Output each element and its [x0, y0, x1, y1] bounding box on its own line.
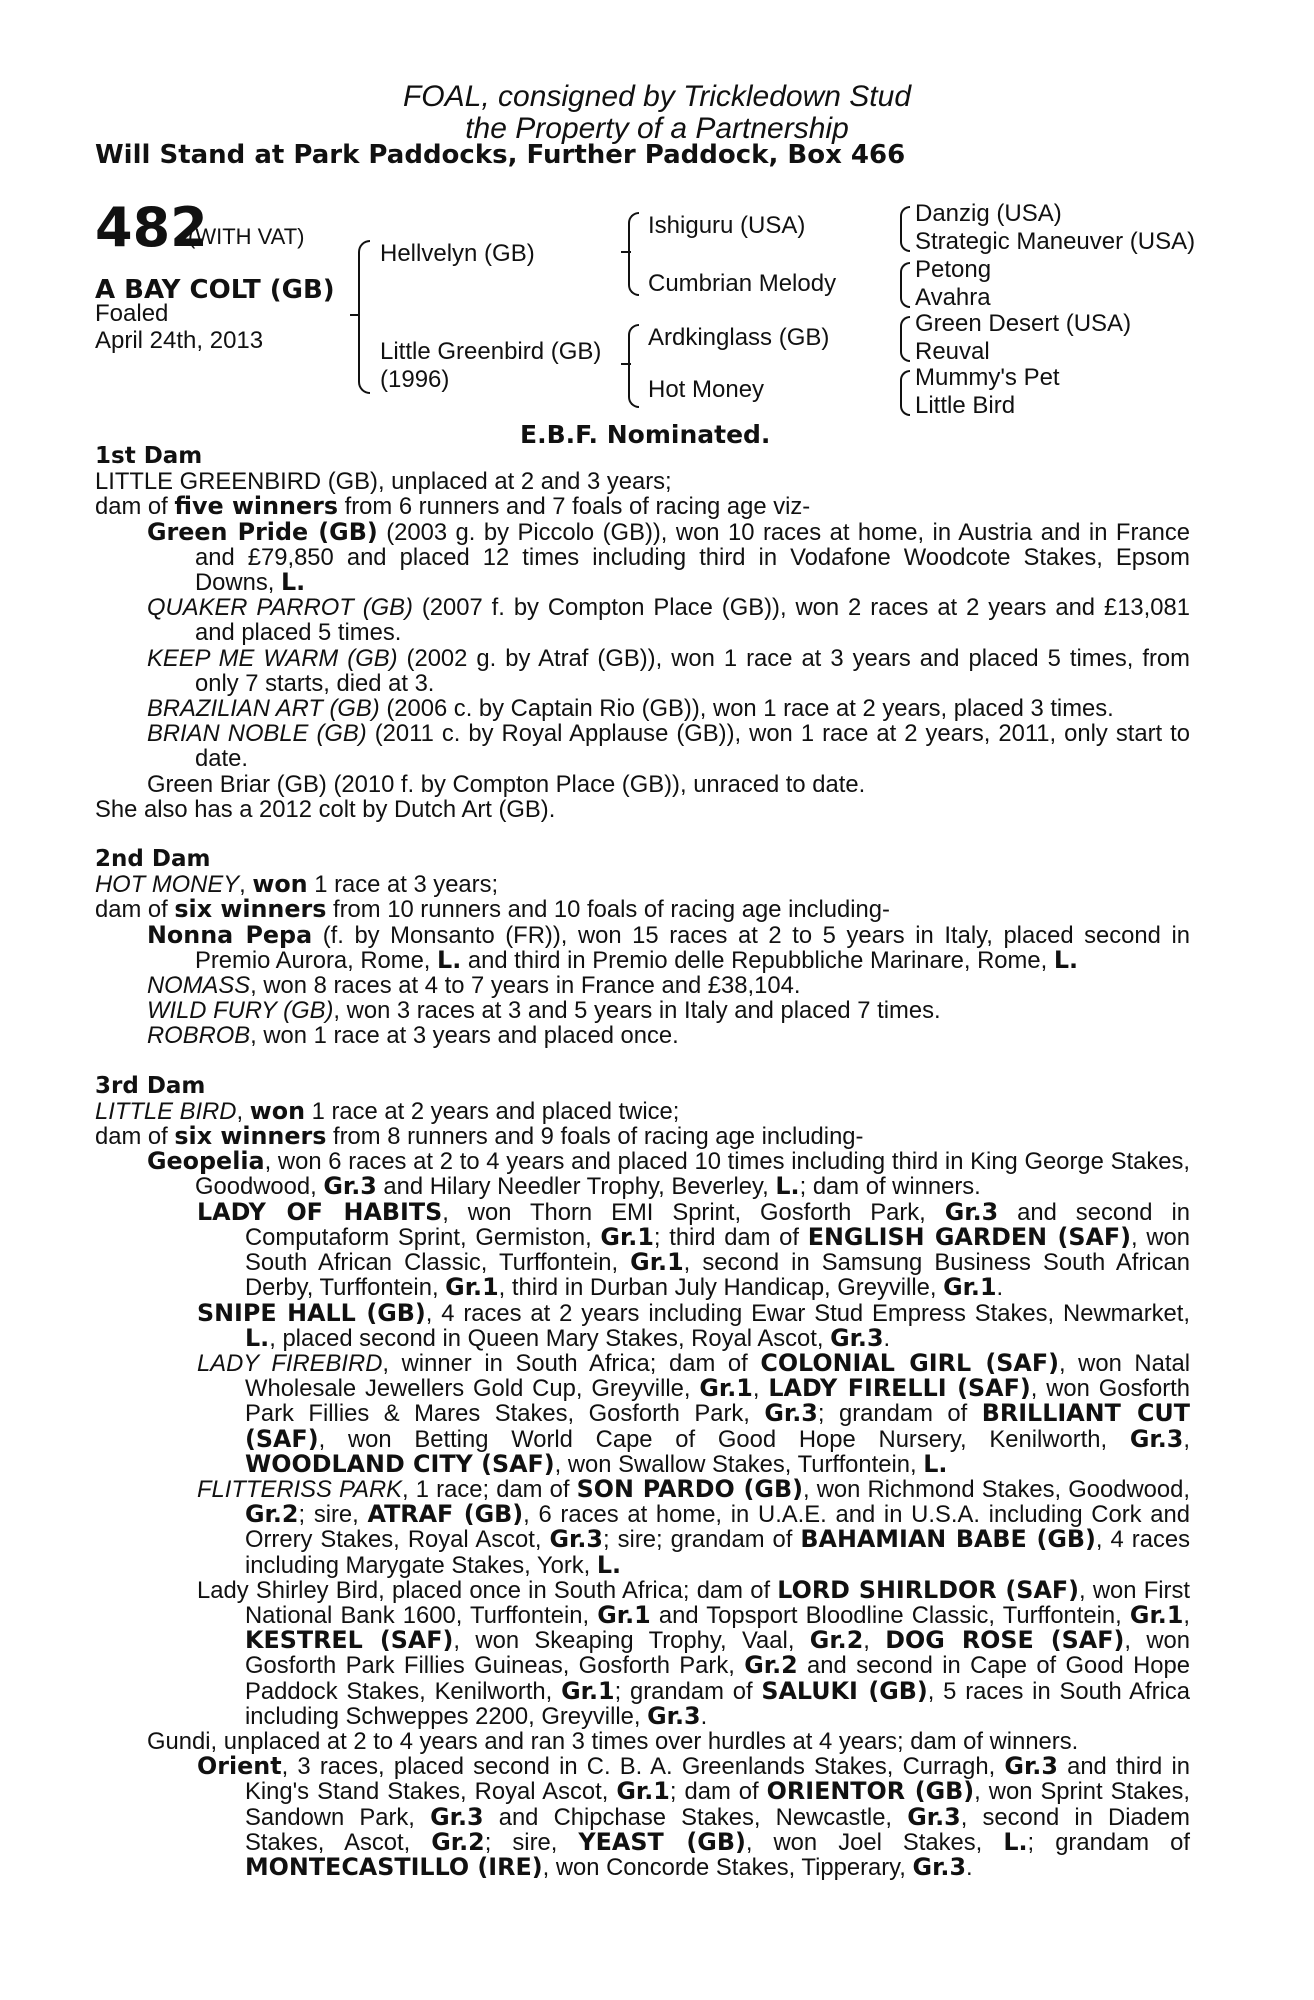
brace-root [358, 240, 370, 394]
text-run: , won First National Bank 1600, Turffontein, [245, 1576, 1190, 1629]
produce-entry [95, 998, 1190, 1023]
produce-entry [95, 595, 1190, 645]
produce-entry [95, 646, 1190, 696]
third-dam-summary [95, 1124, 1190, 1149]
text-run: 1 race at 3 years; [307, 871, 499, 899]
ped-sire-dam: Cumbrian Melody [648, 270, 837, 297]
text-run: , won Richmond Stakes, Goodwood, [802, 1475, 1190, 1503]
italic-run: BRAZILIAN ART (GB) [147, 695, 380, 723]
italic-run: LADY FIREBIRD [197, 1349, 383, 1377]
produce-entry [95, 973, 1190, 998]
second-dam-heading: 2nd Dam [95, 846, 211, 873]
produce-entry [95, 1575, 1191, 1730]
bold-run: MONTECASTILLO (IRE) [245, 1852, 543, 1881]
text-run: ; dam of [669, 1778, 767, 1806]
italic-run: NOMASS [147, 972, 251, 1000]
bold-run: LADY OF HABITS [197, 1197, 443, 1226]
italic-run: HOT MONEY [95, 871, 240, 899]
text-run: and Chipchase Stakes, Newcastle, [483, 1803, 908, 1831]
bold-run: ORIENTOR (GB) [766, 1777, 975, 1806]
text-run: , winner in South Africa; dam of [382, 1349, 761, 1377]
text-run: dam of [95, 493, 175, 521]
text-run: , won Joel Stakes, [745, 1828, 1004, 1856]
bold-run: won [252, 870, 308, 899]
text-run: . [966, 1853, 973, 1881]
text-run: dam of [95, 1123, 175, 1151]
bold-run: LADY FIRELLI (SAF) [768, 1374, 1031, 1403]
text-run: ; grandam of [614, 1677, 762, 1705]
bold-run: Orient [197, 1752, 282, 1781]
bold-run: Gr.3 [549, 1525, 603, 1554]
bold-run: WOODLAND CITY (SAF) [245, 1449, 555, 1478]
bold-run: Gr.3 [1129, 1424, 1184, 1453]
text-run: ; dam of winners. [799, 1173, 981, 1201]
text-run: , won Swallow Stakes, Turffontein, [554, 1450, 924, 1478]
ped-dam-year: (1996) [380, 366, 450, 393]
bold-run: six winners [174, 1122, 327, 1151]
brace-dam [628, 324, 639, 408]
italic-run: WILD FURY (GB) [147, 997, 334, 1025]
produce-entry [95, 1023, 1190, 1048]
bold-run: five winners [174, 492, 339, 521]
text-run: and Topsport Bloodline Classic, Turffontein, [650, 1601, 1130, 1629]
text-run: (f. by Monsanto (FR)), won 15 races at 2 to 5 years in Italy, placed second in Premio Aurora, Rome, [195, 921, 1190, 974]
ped-dam-dam: Hot Money [648, 376, 765, 403]
text-run: ; grandam of [817, 1400, 982, 1428]
bold-run: six winners [174, 895, 327, 924]
foaled-date: April 24th, 2013 [95, 327, 264, 354]
bold-run: Gr.1 [699, 1374, 753, 1403]
produce-entry [95, 1149, 1190, 1199]
ebf-nominated: E.B.F. Nominated. [520, 420, 771, 449]
produce-entry [95, 1754, 1190, 1880]
produce-entry [95, 721, 1190, 771]
brace-sire-point [621, 251, 631, 253]
ped-sdd: Avahra [915, 284, 991, 311]
bold-run: Gr.3 [830, 1323, 884, 1352]
lot-number: 482 [95, 196, 208, 259]
text-run: ; grandam of [1027, 1828, 1190, 1856]
ped-sds: Petong [915, 256, 992, 283]
bold-run: Green Pride (GB) [147, 517, 378, 546]
text-run: from 10 runners and 10 foals of racing age including- [326, 896, 890, 924]
bold-run: Gr.2 [431, 1827, 485, 1856]
bold-run: Gr.2 [809, 1626, 864, 1655]
bold-run: Gr.1 [561, 1676, 615, 1705]
produce-record [95, 444, 1190, 1880]
vat-label: (WITH VAT) [188, 224, 305, 249]
bold-run: Gr.1 [616, 1777, 670, 1806]
bold-run: L. [245, 1323, 270, 1352]
text-run: . [883, 1324, 891, 1352]
text-run: , [239, 871, 253, 899]
third-dam-heading: 3rd Dam [95, 1072, 206, 1099]
bold-run: L. [1053, 945, 1079, 974]
bold-run: BAHAMIAN BABE (GB) [800, 1525, 1096, 1554]
bold-run: ENGLISH GARDEN (SAF) [807, 1222, 1132, 1251]
text-run: (2011 c. by Royal Applause (GB)), won 1 race at 2 years, 2011, only start to date. [195, 720, 1190, 773]
bold-run: LORD SHIRLDOR (SAF) [777, 1575, 1079, 1604]
first-dam-heading: 1st Dam [95, 443, 203, 469]
text-run: , won Betting World Cape of Good Hope Nursery, Kenilworth, [318, 1425, 1130, 1453]
text-run: , won South African Classic, Turffontein, [245, 1223, 1190, 1277]
bold-run: L. [437, 945, 462, 974]
text-run: 1 race at 2 years and placed twice; [305, 1097, 680, 1125]
text-run: , won Gosforth Park Fillies & Mares Stakes, Gosforth Park, [245, 1375, 1191, 1428]
text-run: , won Skeaping Trophy, Vaal, [453, 1627, 810, 1655]
text-run: , [1183, 1601, 1191, 1629]
text-run: and Hilary Needler Trophy, Beverley, [376, 1173, 776, 1201]
ped-dam-sire: Ardkinglass (GB) [648, 324, 830, 351]
text-run: ; sire, [298, 1501, 368, 1529]
text-run: , 3 races, placed second in C. B. A. Greenlands Stakes, Curragh, [281, 1753, 1005, 1781]
foaled-label: Foaled [95, 300, 169, 327]
brace-ss [900, 206, 910, 252]
bold-run: L. [280, 568, 306, 597]
ped-sire: Hellvelyn (GB) [380, 240, 535, 267]
produce-entry [95, 696, 1190, 721]
italic-run: KEEP ME WARM (GB) [147, 644, 398, 672]
italic-run: LITTLE BIRD [95, 1097, 237, 1125]
brace-dam-point [621, 363, 631, 365]
text-run: , won Concorde Stakes, Tipperary, [542, 1853, 913, 1881]
bold-run: Gr.1 [445, 1273, 499, 1302]
text-run: , third in Durban July Handicap, Greyville, [498, 1274, 944, 1302]
produce-entry [95, 1298, 1190, 1352]
bold-run: L. [596, 1550, 622, 1579]
ped-sire-sire: Ishiguru (USA) [648, 212, 806, 239]
ped-sss: Danzig (USA) [915, 200, 1062, 227]
text-run: (2003 g. by Piccolo (GB)), won 10 races at home, in Austria and in France and £79,850 and placed 12 times including third in Vodafone Woodcote Stakes, Epsom Downs, [195, 518, 1190, 597]
bold-run: Gr.3 [430, 1802, 484, 1831]
text-run: (2006 c. by Captain Rio (GB)), won 1 race at 2 years, placed 3 times. [379, 695, 1114, 723]
produce-entry: Green Briar (GB) (2010 f. by Compton Place (GB)), unraced to date. [147, 770, 866, 798]
text-run: dam of [95, 896, 175, 924]
first-dam-outro: She also has a 2012 colt by Dutch Art (GB). [95, 795, 556, 823]
produce-entry [95, 920, 1190, 974]
stand-location: Will Stand at Park Paddocks, Further Paddock, Box 466 [95, 140, 906, 170]
italic-run: BRIAN NOBLE (GB) [147, 720, 367, 748]
produce-entry: Gundi, unplaced at 2 to 4 years and ran 3 times over hurdles at 4 years; dam of winners. [147, 1727, 1079, 1755]
text-run: (2002 g. by Atraf (GB)), won 1 race at 3 years and placed 5 times, from only 7 starts, died at 3. [195, 644, 1190, 697]
text-run: and second in Computaform Sprint, Germiston, [245, 1198, 1191, 1251]
third-dam-intro [95, 1096, 1190, 1125]
text-run: (2007 f. by Compton Place (GB)), won 2 races at 2 years and £13,081 and placed 5 times. [195, 594, 1190, 647]
text-run: , 5 races in South Africa including Schweppes 2200, Greyville, [245, 1677, 1191, 1730]
second-dam-summary [95, 897, 1190, 922]
text-run: , 6 races at home, in U.A.E. and in U.S.A. including Cork and Orrery Stakes, Royal Ascot, [245, 1501, 1190, 1554]
bold-run: YEAST (GB) [578, 1827, 746, 1856]
bold-run: SON PARDO (GB) [576, 1474, 803, 1503]
text-run: ; sire; grandam of [603, 1526, 801, 1554]
italic-run: QUAKER PARROT (GB) [147, 594, 413, 622]
produce-entry [95, 1348, 1191, 1478]
bold-run: Gr.1 [630, 1248, 684, 1277]
text-run: , [1183, 1425, 1190, 1453]
text-run: ; third dam of [653, 1223, 808, 1251]
ped-dss: Green Desert (USA) [915, 310, 1132, 337]
ped-dsd: Reuval [915, 338, 990, 365]
bold-run: Gr.2 [245, 1500, 299, 1529]
brace-sire [628, 212, 639, 296]
text-run: , second in Diadem Stakes, Ascot, [245, 1803, 1191, 1856]
bold-run: Gr.3 [647, 1701, 701, 1730]
italic-run: ROBROB [147, 1022, 251, 1050]
bold-run: Gr.3 [323, 1172, 377, 1201]
bold-run: L. [775, 1172, 800, 1201]
text-run: , [752, 1375, 769, 1403]
second-dam-intro [95, 872, 1190, 897]
text-run: , won Thorn EMI Sprint, Gosforth Park, [442, 1198, 945, 1226]
text-run: and third in Premio delle Repubbliche Marinare, Rome, [461, 946, 1054, 974]
text-run: , [863, 1627, 886, 1655]
text-run: , won Natal Wholesale Jewellers Gold Cup, Greyville, [245, 1349, 1190, 1403]
text-run: and third in King's Stand Stakes, Royal Ascot, [245, 1753, 1190, 1806]
bold-run: Gr.3 [764, 1399, 818, 1428]
bold-run: SNIPE HALL (GB) [197, 1298, 426, 1327]
text-run: , won 3 races at 3 and 5 years in Italy and placed 7 times. [333, 997, 941, 1025]
text-run: , placed second in Queen Mary Stakes, Royal Ascot, [269, 1324, 831, 1352]
bold-run: Gr.1 [943, 1273, 997, 1302]
italic-run: FLITTERISS PARK [197, 1475, 403, 1503]
bold-run: SALUKI (GB) [761, 1676, 928, 1705]
bold-run: BRILLIANT CUT (SAF) [245, 1399, 1190, 1453]
text-run: . [996, 1274, 1004, 1302]
text-run: . [700, 1702, 708, 1730]
text-run: ; sire, [484, 1828, 579, 1856]
bold-run: L. [923, 1449, 948, 1478]
consignor-line: FOAL, consigned by Trickledown Stud [402, 80, 912, 113]
produce-entry [95, 1197, 1191, 1302]
text-run: , won 1 race at 3 years and placed once. [250, 1022, 679, 1050]
first-dam-summary [95, 494, 1190, 519]
brace-root-point [350, 314, 360, 316]
ped-ddd: Little Bird [915, 392, 1016, 419]
text-run: , 4 races at 2 years including Ewar Stud Empress Stakes, Newmarket, [425, 1299, 1190, 1327]
produce-entry [95, 517, 1190, 597]
ped-dam: Little Greenbird (GB) [380, 338, 602, 365]
text-run: from 6 runners and 7 foals of racing age viz- [338, 493, 811, 521]
text-run: Lady Shirley Bird, placed once in South Africa; dam of [197, 1576, 778, 1604]
bold-run: L. [1003, 1827, 1028, 1856]
bold-run: won [249, 1096, 306, 1125]
lot-title: A BAY COLT (GB) [95, 275, 335, 305]
text-run: , won Sprint Stakes, Sandown Park, [245, 1778, 1190, 1831]
text-run: , 4 races including Marygate Stakes, York, [245, 1526, 1190, 1579]
bold-run: Gr.3 [944, 1197, 999, 1226]
bold-run: KESTREL (SAF) [245, 1626, 454, 1655]
bold-run: COLONIAL GIRL (SAF) [760, 1348, 1059, 1377]
text-run: and second in Cape of Good Hope Paddock Stakes, Kenilworth, [245, 1652, 1190, 1705]
text-run: , won 8 races at 4 to 7 years in France and £38,104. [250, 972, 801, 1000]
text-run: , won 6 races at 2 to 4 years and placed 10 times including third in King George Stakes, Goodwood, [195, 1148, 1190, 1201]
ped-ssd: Strategic Maneuver (USA) [915, 228, 1196, 255]
bold-run: Gr.3 [1004, 1752, 1058, 1781]
text-run: , second in Samsung Business South African Derby, Turffontein, [245, 1249, 1190, 1302]
brace-dd [900, 370, 910, 416]
brace-sd [900, 262, 910, 308]
bold-run: Nonna Pepa [147, 920, 313, 949]
bold-run: Gr.1 [597, 1600, 651, 1629]
first-dam-intro: LITTLE GREENBIRD (GB), unplaced at 2 and 3 years; [95, 468, 672, 496]
bold-run: Gr.2 [744, 1651, 798, 1680]
bold-run: Gr.1 [1129, 1600, 1184, 1629]
produce-entry [95, 1474, 1190, 1579]
bold-run: Gr.3 [912, 1852, 967, 1881]
bold-run: ATRAF (GB) [367, 1500, 524, 1529]
text-run: , won Gosforth Park Fillies Guineas, Gosforth Park, [245, 1627, 1190, 1680]
bold-run: DOG ROSE (SAF) [885, 1626, 1125, 1655]
ped-dds: Mummy's Pet [915, 364, 1060, 391]
text-run: , 1 race; dam of [402, 1475, 577, 1503]
brace-ds [900, 316, 910, 362]
property-line: the Property of a Partnership [465, 112, 849, 145]
bold-run: Gr.3 [907, 1802, 961, 1831]
bold-run: Gr.1 [600, 1222, 654, 1251]
bold-run: Geopelia [147, 1147, 265, 1176]
text-run: , [236, 1097, 250, 1125]
text-run: from 8 runners and 9 foals of racing age including- [326, 1123, 864, 1151]
